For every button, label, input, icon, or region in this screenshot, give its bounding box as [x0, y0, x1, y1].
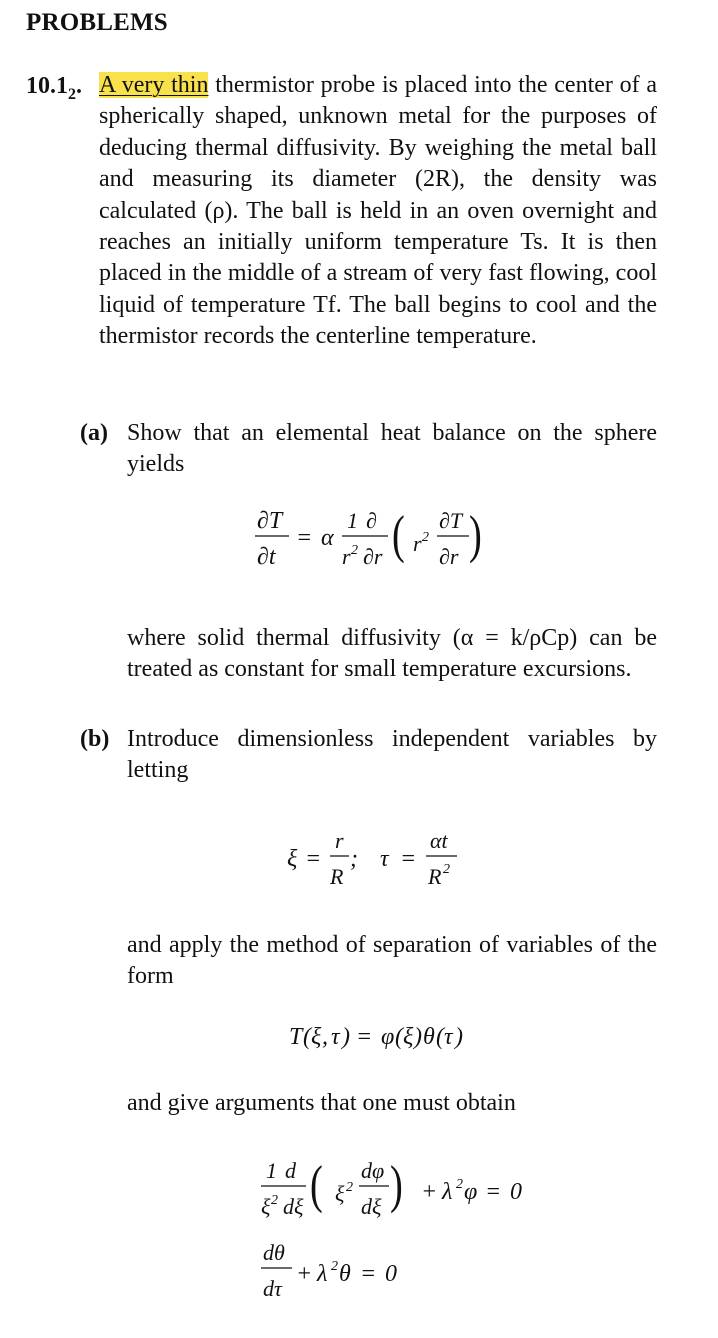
svg-text:d: d — [285, 1158, 296, 1183]
svg-text:=: = — [400, 846, 417, 872]
svg-text:ξ: ξ — [311, 1024, 322, 1050]
svg-text:dξ: dξ — [283, 1194, 304, 1219]
svg-text:2: 2 — [331, 1259, 338, 1274]
svg-text:∂r: ∂r — [363, 544, 383, 569]
problem-number-subscript: 2 — [68, 86, 76, 103]
svg-text:ξ: ξ — [335, 1181, 345, 1206]
problem-number — [26, 73, 82, 103]
svg-text:2: 2 — [351, 543, 358, 558]
part-b-label: (b) — [80, 726, 110, 752]
svg-text:dθ: dθ — [263, 1240, 285, 1265]
svg-text:+: + — [296, 1261, 313, 1287]
problem-statement-text: thermistor probe is placed into the center of a spherically shaped, unknown metal for the purposes of deducing thermal diffusivity. By weighing the metal ball and measuring its diameter (2R), the density was calculated (ρ). The ball is held in an oven overnight and reaches an initially uniform temperature Ts. It is then placed in the middle of a stream of very fast flowing, cool liquid of temperature Tf. The ball begins to cool and the thermistor records the centerline temperature. — [99, 72, 658, 350]
part-b-intro: Introduce dimensionless independent variables by letting — [127, 726, 657, 784]
svg-text:=: = — [356, 1024, 373, 1050]
svg-text:dτ: dτ — [263, 1276, 282, 1301]
svg-text:∂r: ∂r — [439, 544, 459, 569]
separation-method-text: and apply the method of separation of variables of the form — [127, 932, 657, 990]
svg-text:1: 1 — [266, 1158, 277, 1183]
svg-text:1: 1 — [347, 508, 358, 533]
svg-text:(: ( — [395, 1024, 403, 1050]
svg-text:): ) — [414, 1024, 422, 1050]
svg-text:(: ( — [392, 505, 405, 564]
svg-text:ξ: ξ — [261, 1194, 271, 1219]
svg-text:T: T — [289, 1024, 303, 1050]
svg-text:λ: λ — [442, 1179, 453, 1205]
svg-text:): ) — [342, 1024, 350, 1050]
svg-text:∂T: ∂T — [439, 508, 463, 533]
svg-text:): ) — [469, 505, 482, 564]
svg-text:2: 2 — [456, 1177, 463, 1192]
highlighted-text[interactable]: A very thin — [99, 72, 209, 98]
svg-text:;: ; — [350, 846, 358, 872]
svg-text:(: ( — [310, 1155, 323, 1214]
svg-text:+: + — [421, 1179, 438, 1205]
svg-text:dφ: dφ — [361, 1158, 385, 1183]
svg-text:∂: ∂ — [366, 508, 377, 533]
problem-number-main: 10.1 — [26, 73, 68, 99]
part-a-intro: Show that an elemental heat balance on the sphere yields — [127, 420, 657, 478]
svg-text:(: ( — [436, 1024, 444, 1050]
svg-text:2: 2 — [346, 1180, 353, 1195]
svg-text:φ: φ — [381, 1024, 395, 1050]
svg-text:ξ: ξ — [403, 1024, 414, 1050]
svg-text:ξ: ξ — [287, 846, 298, 872]
spatial-ode — [258, 1155, 558, 1226]
svg-text:2: 2 — [271, 1193, 278, 1208]
part-a-note: where solid thermal diffusivity (α = k/ρCp) can be treated as constant for small temperature excursions. — [127, 625, 657, 683]
svg-text:r: r — [413, 531, 422, 556]
svg-text:dξ: dξ — [361, 1194, 382, 1219]
dimensionless-variables-equation — [285, 828, 495, 893]
svg-text:τ: τ — [444, 1024, 453, 1050]
svg-text:R: R — [330, 864, 344, 889]
svg-text:=: = — [305, 846, 322, 872]
svg-text:,: , — [322, 1024, 328, 1050]
svg-text:τ: τ — [331, 1024, 340, 1050]
svg-text:0: 0 — [385, 1261, 397, 1287]
svg-text:=: = — [360, 1261, 377, 1287]
svg-text:∂t: ∂t — [257, 544, 276, 570]
svg-text:2: 2 — [443, 862, 450, 877]
section-title: PROBLEMS — [26, 9, 168, 36]
svg-text:0: 0 — [510, 1179, 522, 1205]
svg-text:2: 2 — [422, 530, 429, 545]
svg-text:=: = — [485, 1179, 502, 1205]
svg-text:=: = — [296, 525, 313, 551]
conclusion-text: and give arguments that one must obtain — [127, 1090, 516, 1116]
separation-of-variables-equation — [289, 1018, 504, 1052]
svg-text:r: r — [342, 544, 351, 569]
problem-statement — [99, 70, 657, 353]
svg-text:αt: αt — [430, 828, 448, 853]
svg-text:∂T: ∂T — [257, 508, 283, 534]
heat-equation — [255, 505, 525, 578]
svg-text:): ) — [455, 1024, 463, 1050]
svg-text:λ: λ — [317, 1261, 328, 1287]
svg-text:r: r — [335, 828, 344, 853]
svg-text:φ: φ — [464, 1179, 478, 1205]
svg-text:(: ( — [303, 1024, 311, 1050]
svg-text:θ: θ — [423, 1024, 435, 1050]
svg-text:α: α — [321, 525, 334, 551]
part-a-label: (a) — [80, 420, 108, 446]
problem-number-dot: . — [76, 73, 82, 99]
temporal-ode — [258, 1240, 438, 1308]
svg-text:θ: θ — [339, 1261, 351, 1287]
svg-text:): ) — [390, 1155, 403, 1214]
svg-text:R: R — [428, 864, 442, 889]
svg-text:τ: τ — [380, 846, 389, 872]
